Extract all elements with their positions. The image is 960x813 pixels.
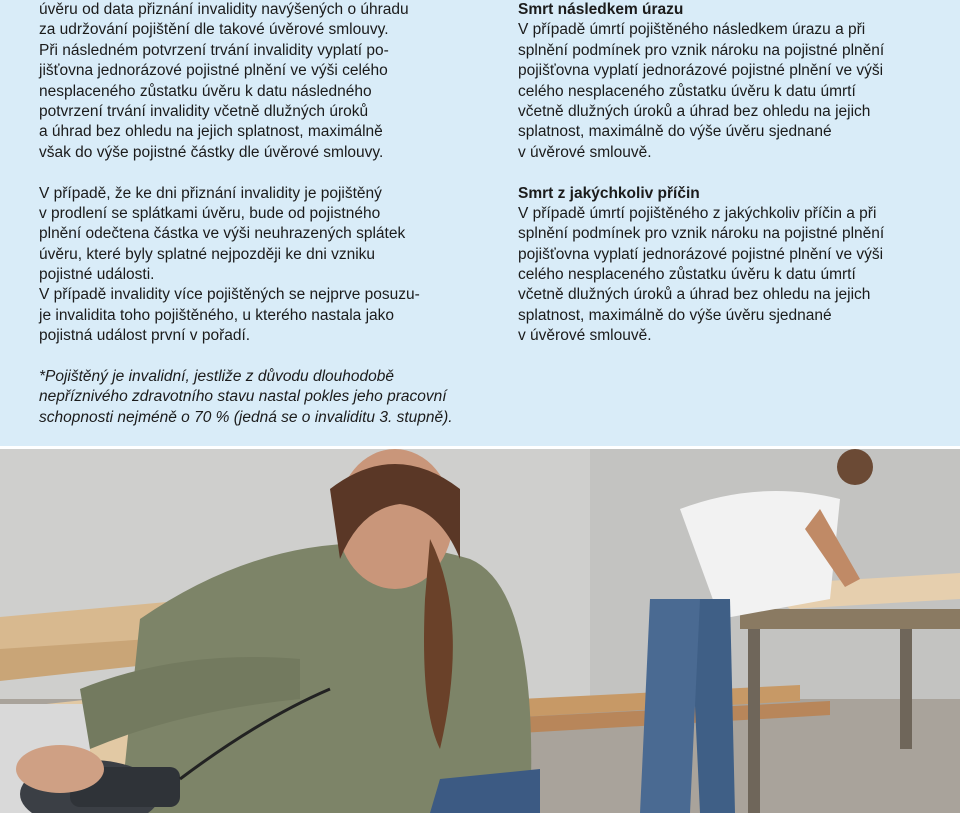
workshop-illustration [0, 449, 960, 813]
man-head [837, 449, 873, 485]
text-line: plnění odečtena částka ve výši neuhrazených splátek [39, 225, 406, 243]
text-line: však do výše pojistné částky dle úvěrové smlouvy. [39, 143, 384, 161]
invalidity-paragraph-1 [39, 0, 479, 163]
footnote-line: schopnosti nejméně o 70 % (jedná se o invaliditu 3. stupně). [39, 408, 453, 426]
text-line: splatnost, maximálně do výše úvěru sjednané [518, 123, 832, 141]
text-line: potvrzení trvání invalidity včetně dlužných úroků [39, 102, 369, 120]
text-line: úvěru od data přiznání invalidity navýšených o úhradu [39, 1, 409, 18]
accident-death-section [518, 0, 958, 163]
text-line: V případě úmrtí pojištěného z jakýchkoliv příčin a při [518, 204, 877, 222]
text-line: splatnost, maximálně do výše úvěru sjednané [518, 306, 832, 324]
table-rail [740, 609, 960, 629]
text-line: v úvěrové smlouvě. [518, 327, 652, 345]
text-line: pojišťovna vyplatí jednorázové pojistné plnění ve výši [518, 62, 884, 80]
man-jeans-right [640, 599, 700, 813]
footnote-line: nepříznivého zdravotního stavu nastal pokles jeho pracovní [39, 388, 447, 406]
right-column [518, 0, 958, 347]
text-line: a úhrad bez ohledu na jejich splatnost, maximálně [39, 123, 383, 141]
text-line: celého nesplaceného zůstatku úvěru k datu úmrtí [518, 82, 856, 100]
invalidity-paragraph-2 [39, 184, 479, 347]
text-line: v úvěrové smlouvě. [518, 143, 652, 161]
workshop-photo [0, 449, 960, 813]
text-line: pojišťovna vyplatí jednorázové pojistné plnění ve výši [518, 245, 884, 263]
text-line: nesplaceného zůstatku úvěru k datu následného [39, 82, 372, 100]
section-heading: Smrt z jakýchkoliv příčin [518, 184, 700, 202]
text-line: v prodlení se splátkami úvěru, bude od pojistného [39, 204, 381, 222]
paragraph-gap [518, 163, 958, 183]
text-line: V případě invalidity více pojištěných se nejprve posuzu- [39, 286, 420, 304]
text-line: jišťovna jednorázové pojistné plnění ve výši celého [39, 62, 388, 80]
text-line: celého nesplaceného zůstatku úvěru k datu úmrtí [518, 266, 856, 284]
invalidity-footnote [39, 367, 479, 428]
table-leg [900, 629, 912, 749]
text-line: pojistná událost první v pořadí. [39, 327, 251, 345]
table-leg [748, 629, 760, 813]
text-line: je invalidita toho pojištěného, u kterého nastala jako [39, 306, 395, 324]
paragraph-gap [39, 347, 479, 367]
text-line: V případě, že ke dni přiznání invalidity je pojištěný [39, 184, 382, 202]
footnote-line: *Pojištěný je invalidní, jestliže z důvodu dlouhodobě [39, 368, 395, 386]
text-line: splnění podmínek pro vznik nároku na pojistné plnění [518, 225, 885, 243]
text-line: úvěru, které byly splatné nejpozději ke dni vzniku [39, 245, 376, 263]
text-line: V případě úmrtí pojištěného následkem úrazu a při [518, 21, 866, 39]
text-line: za udržování pojištění dle takové úvěrové smlouvy. [39, 21, 389, 39]
text-line: včetně dlužných úroků a úhrad bez ohledu na jejich [518, 286, 871, 304]
text-line: včetně dlužných úroků a úhrad bez ohledu na jejich [518, 102, 871, 120]
section-heading: Smrt následkem úrazu [518, 1, 684, 18]
text-line: Při následném potvrzení trvání invalidity vyplatí po- [39, 41, 389, 59]
woman-hand [16, 745, 104, 793]
text-line: pojistné události. [39, 266, 155, 284]
paragraph-gap [39, 163, 479, 183]
text-line: splnění podmínek pro vznik nároku na pojistné plnění [518, 41, 885, 59]
left-column [39, 0, 479, 428]
any-cause-death-section [518, 184, 958, 347]
